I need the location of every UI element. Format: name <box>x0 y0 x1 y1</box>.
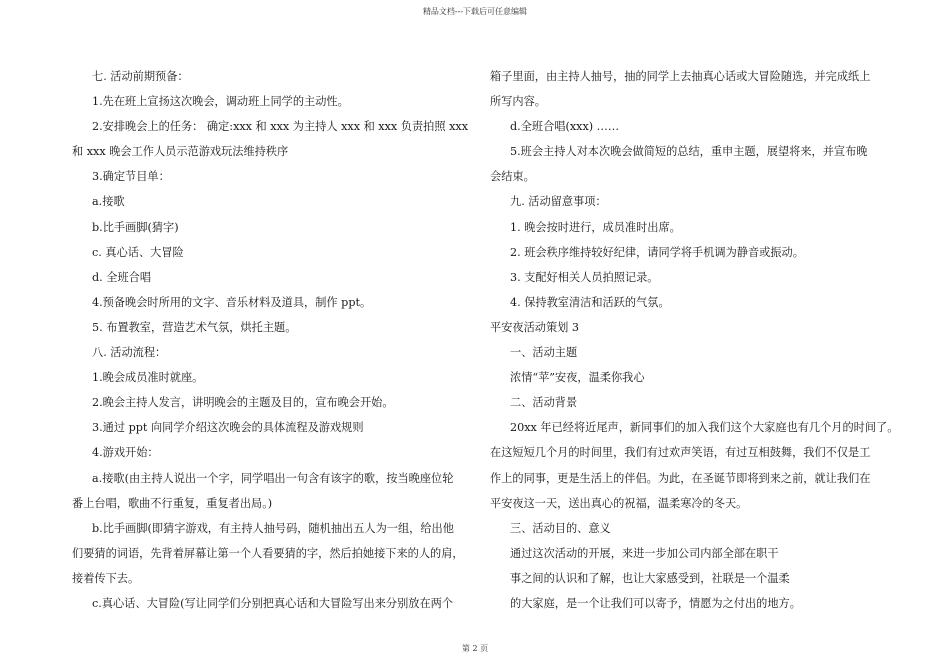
text-line: 4. 保持教室清洁和活跃的气氛。 <box>510 295 670 309</box>
text-line: 作上的同事，更是生活上的伴侣。为此，在圣诞节即将到来之前，就让我们在 <box>490 471 871 485</box>
text-line: 一、活动主题 <box>510 346 578 360</box>
text-line: c.真心话、大冒险(写让同学们分别把真心话和大冒险写出来分别放在两个 <box>92 596 454 610</box>
text-line: 二、活动背景 <box>510 396 578 410</box>
text-line: b.比手画脚(即猜字游戏，有主持人抽号码，随机抽出五人为一组，给出他 <box>92 521 454 535</box>
text-line: a.接歌(由主持人说出一个字，同学唱出一句含有该字的歌，按当晚座位轮 <box>92 471 454 485</box>
text-line: 2.晚会主持人发言，讲明晚会的主题及目的，宣布晚会开始。 <box>92 396 394 410</box>
text-line: 2.安排晚会上的任务： 确定:xxx 和 xxx 为主持人 xxx 和 xxx 负责拍照 xxx <box>92 120 469 134</box>
text-line: 3. 支配好相关人员拍照记录。 <box>510 270 659 284</box>
text-line: 通过这次活动的开展，来进一步加公司内部全部在职干 <box>510 546 779 560</box>
text-line: 七. 活动前期预备： <box>92 70 189 83</box>
text-line: 平安夜活动策划 3 <box>490 320 579 334</box>
text-line: 九. 活动留意事项： <box>510 195 607 209</box>
text-line: 1.先在班上宣扬这次晚会，调动班上同学的主动性。 <box>92 95 349 109</box>
text-line: 的大家庭，是一个让我们可以寄予，情愿为之付出的地方。 <box>510 596 801 610</box>
page-number: 第 2 页 <box>461 644 489 653</box>
text-line: 20xx 年已经将近尾声，新同事们的加入我们这个大家庭也有几个月的时间了。 <box>510 421 899 435</box>
text-line: b.比手画脚(猜字) <box>92 220 179 234</box>
text-line: 平安夜这一天，送出真心的祝福，温柔寒冷的冬天。 <box>490 496 748 510</box>
text-line: 4.预备晚会时所用的文字、音乐材料及道具，制作 ppt。 <box>92 295 372 309</box>
text-line: 2. 班会秩序维持较好纪律，请同学将手机调为静音或振动。 <box>510 245 804 259</box>
text-line: c. 真心话、大冒险 <box>92 245 184 259</box>
text-line: 和 xxx 晚会工作人员示范游戏玩法维持秩序 <box>72 145 289 159</box>
text-line: 5. 布置教室，营造艺术气氛，烘托主题。 <box>92 320 297 334</box>
page-header: 精品文档---下载后可任意编辑 <box>422 7 528 16</box>
text-line: 事之间的认识和了解，也让大家感受到，社联是一个温柔 <box>510 571 790 585</box>
text-line: 3.确定节目单： <box>92 170 170 184</box>
text-line: 3.通过 ppt 向同学介绍这次晚会的具体流程及游戏规则 <box>92 421 364 435</box>
text-line: 所写内容。 <box>490 95 546 109</box>
text-line: 八. 活动流程： <box>92 346 167 360</box>
text-line: 接着传下去。 <box>72 571 140 585</box>
text-line: 5.班会主持人对本次晚会做简短的总结，重申主题，展望将来，并宣布晚 <box>510 145 868 159</box>
text-line: 三、活动目的、意义 <box>510 521 611 535</box>
right-column <box>490 64 899 616</box>
left-column <box>72 64 467 616</box>
text-line: a.接歌 <box>92 195 125 209</box>
text-line: 会结束。 <box>490 170 535 184</box>
text-line: d.全班合唱(xxx) …… <box>510 120 620 134</box>
text-line: 在这短短几个月的时间里，我们有过欢声笑语，有过互相鼓舞，我们不仅是工 <box>490 446 871 460</box>
text-line: 1. 晚会按时进行，成员准时出席。 <box>510 220 681 234</box>
text-line: 箱子里面，由主持人抽号，抽的同学上去抽真心话或大冒险随选，并完成纸上 <box>490 70 871 83</box>
text-line: 1.晚会成员准时就座。 <box>92 371 204 385</box>
text-line: 浓情“苹”安夜，温柔你我心 <box>510 371 645 385</box>
text-line: 4.游戏开始： <box>92 446 159 460</box>
text-line: 们要猜的词语，先背着屏幕让第一个人看要猜的字，然后拍她接下来的人的肩， <box>72 546 464 560</box>
text-line: 番上台唱，歌曲不行重复，重复者出局。) <box>72 496 273 510</box>
text-line: d. 全班合唱 <box>92 270 152 284</box>
